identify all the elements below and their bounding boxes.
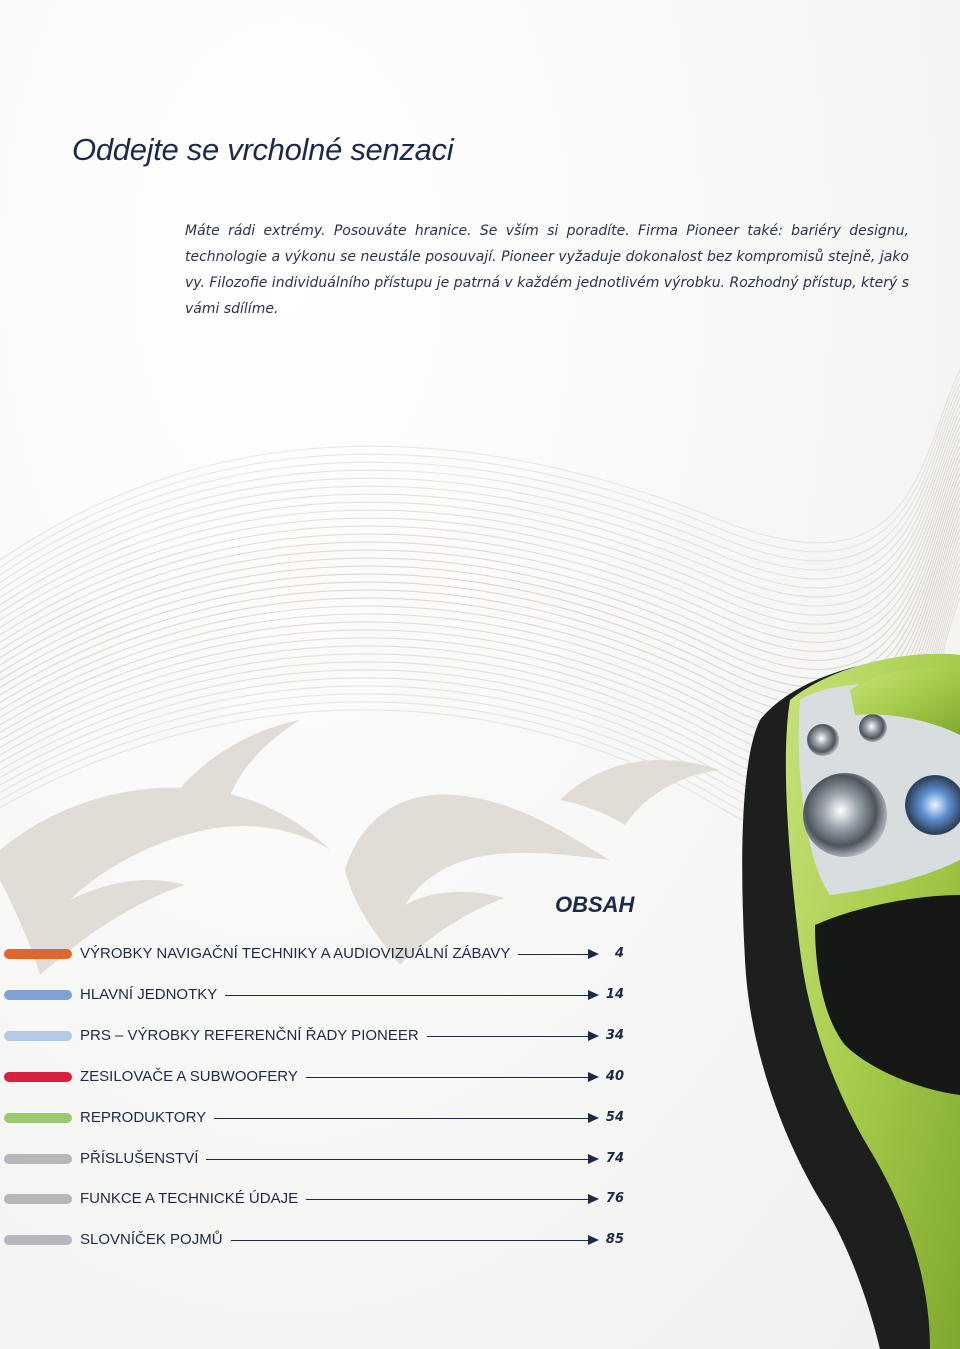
toc-item-label: FUNKCE A TECHNICKÉ ÚDAJE bbox=[80, 1190, 299, 1207]
toc-color-bar bbox=[4, 1194, 72, 1204]
toc-leader-line bbox=[427, 1036, 588, 1037]
toc-item[interactable] bbox=[0, 1148, 960, 1172]
toc-color-bar bbox=[4, 990, 72, 1000]
toc-leader-line bbox=[231, 1240, 588, 1241]
toc-page-number: 40 bbox=[605, 1069, 624, 1084]
toc-item-label: HLAVNÍ JEDNOTKY bbox=[80, 986, 218, 1003]
toc-leader-line bbox=[306, 1199, 588, 1200]
toc-color-bar bbox=[4, 1031, 72, 1041]
toc-leader-line bbox=[206, 1159, 588, 1160]
toc-leader-line bbox=[306, 1077, 588, 1078]
toc-heading: OBSAH bbox=[555, 892, 635, 917]
toc-page-number: 14 bbox=[605, 987, 624, 1002]
page-title: Oddejte se vrcholné senzaci bbox=[72, 132, 454, 167]
toc-color-bar bbox=[4, 949, 72, 959]
toc-item-label: ZESILOVAČE A SUBWOOFERY bbox=[80, 1068, 298, 1085]
toc-page-number: 54 bbox=[605, 1110, 624, 1125]
toc-item-label: SLOVNÍČEK POJMŮ bbox=[80, 1231, 223, 1248]
toc-item[interactable] bbox=[0, 1229, 960, 1253]
toc-color-bar bbox=[4, 1235, 72, 1245]
intro-paragraph: Máte rádi extrémy. Posouváte hranice. Se vším si poradíte. Firma Pioneer také: bariéry designu, technologie a výkonu se neustále posouvají. Pioneer vyžaduje dokonalost bez kompromisů stejně, jako vy. Filozofie individuálního přístupu je patrná v každém jednotlivém výrobku. Rozhodný přístup, který s vámi sdílíme. bbox=[185, 223, 910, 317]
toc-page-number: 76 bbox=[605, 1191, 624, 1206]
toc-page-number: 74 bbox=[605, 1151, 624, 1166]
toc-item-label: PŘÍSLUŠENSTVÍ bbox=[80, 1150, 199, 1167]
toc-item[interactable] bbox=[0, 1025, 960, 1049]
toc-item-label: VÝROBKY NAVIGAČNÍ TECHNIKY A AUDIOVIZUÁLNÍ ZÁBAVY bbox=[80, 945, 511, 962]
toc-leader-line bbox=[518, 954, 588, 955]
toc-leader-line bbox=[214, 1118, 588, 1119]
toc-item-label: PRS – VÝROBKY REFERENČNÍ ŘADY PIONEER bbox=[80, 1027, 419, 1044]
toc-item[interactable] bbox=[0, 1188, 960, 1212]
toc-item-label: REPRODUKTORY bbox=[80, 1109, 207, 1126]
tribal-swirl bbox=[0, 720, 720, 975]
toc-item[interactable] bbox=[0, 1066, 960, 1090]
toc-color-bar bbox=[4, 1072, 72, 1082]
toc-page-number: 85 bbox=[605, 1232, 624, 1247]
toc-color-bar bbox=[4, 1154, 72, 1164]
toc-leader-line bbox=[225, 995, 588, 996]
toc-color-bar bbox=[4, 1113, 72, 1123]
toc-page-number: 34 bbox=[605, 1028, 624, 1043]
toc-page-number: 4 bbox=[614, 946, 624, 961]
toc-item[interactable] bbox=[0, 1107, 960, 1131]
toc-item[interactable] bbox=[0, 984, 960, 1008]
toc-item[interactable] bbox=[0, 943, 960, 967]
